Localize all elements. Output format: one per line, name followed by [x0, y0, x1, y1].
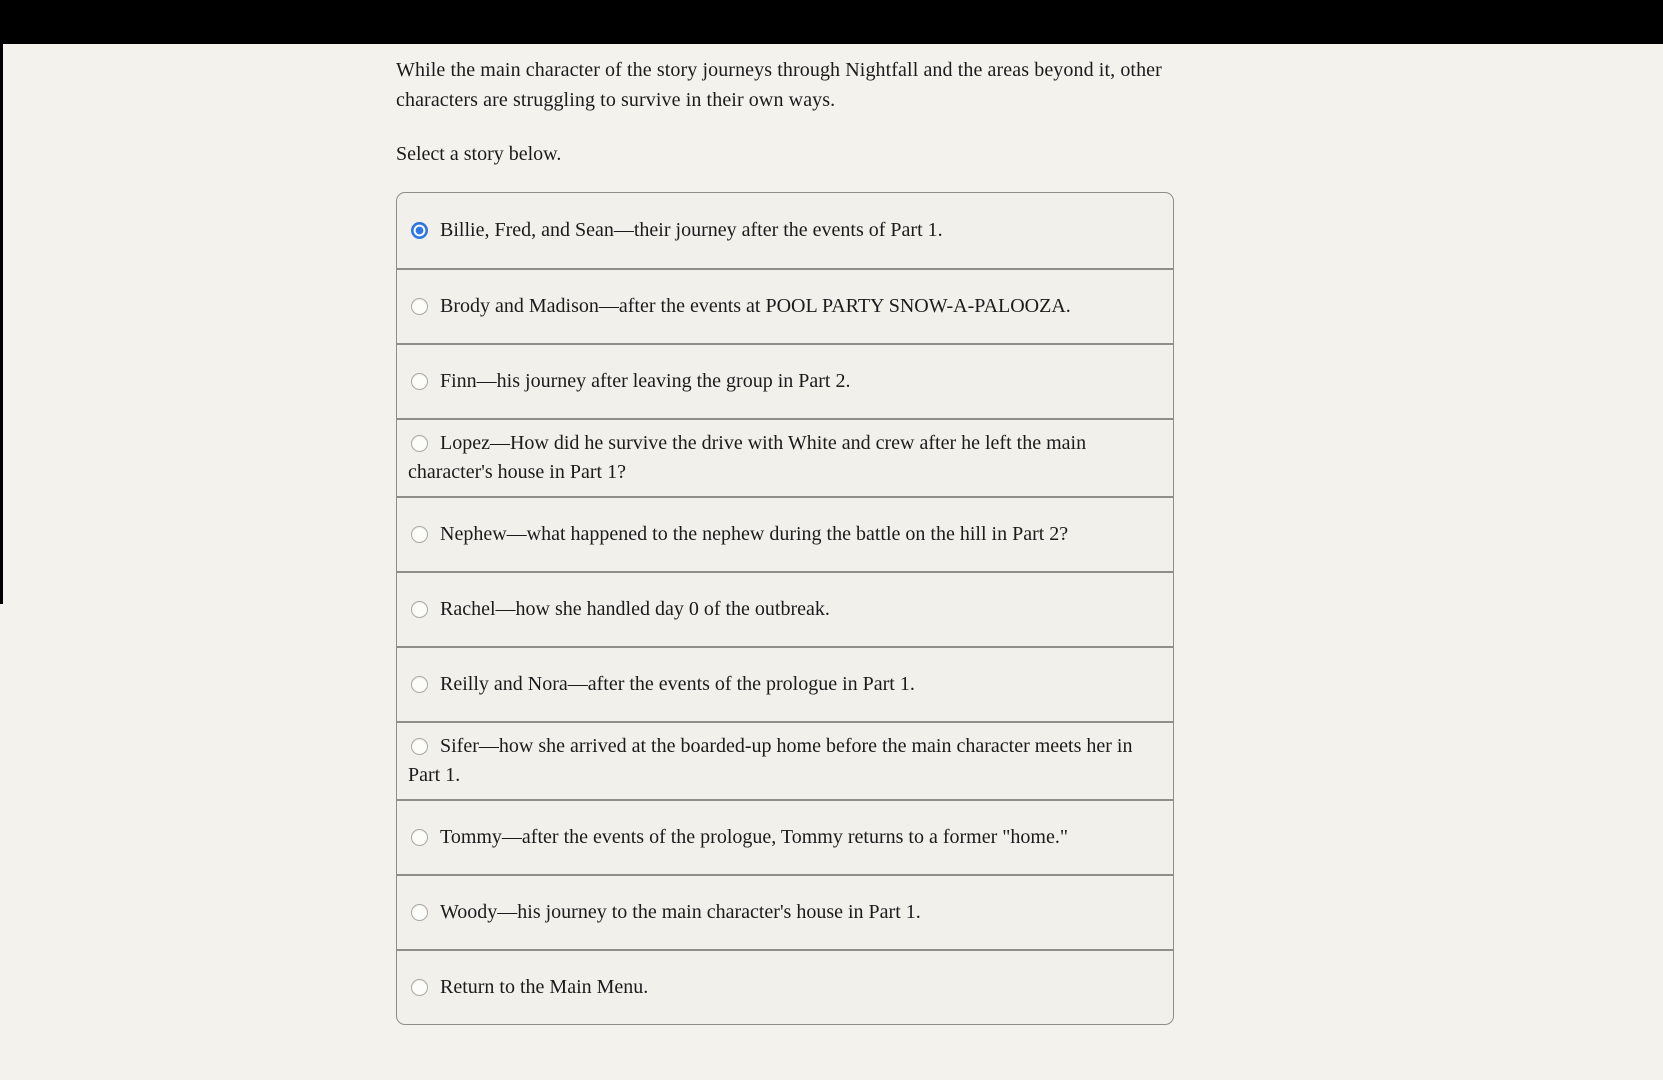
- radio-button[interactable]: [411, 222, 428, 239]
- radio-button[interactable]: [411, 738, 428, 755]
- top-bar: [0, 0, 1663, 44]
- radio-button[interactable]: [411, 904, 428, 921]
- option-label: Return to the Main Menu.: [440, 975, 649, 998]
- story-option-reilly-nora[interactable]: [397, 646, 1173, 721]
- radio-button[interactable]: [411, 298, 428, 315]
- story-select-page: [396, 56, 1174, 1025]
- option-label: Reilly and Nora—after the events of the prologue in Part 1.: [440, 672, 915, 695]
- option-label: Lopez—How did he survive the drive with White and crew after he left the main character's house in Part 1?: [408, 431, 1087, 483]
- radio-button[interactable]: [411, 435, 428, 452]
- option-label: Finn—his journey after leaving the group in Part 2.: [440, 369, 851, 392]
- option-label: Woody—his journey to the main character's house in Part 1.: [440, 900, 921, 923]
- option-label: Billie, Fred, and Sean—their journey after the events of Part 1.: [440, 218, 943, 241]
- story-option-return-main-menu[interactable]: [397, 949, 1173, 1024]
- radio-button[interactable]: [411, 676, 428, 693]
- option-label: Brody and Madison—after the events at POOL PARTY SNOW-A-PALOOZA.: [440, 294, 1071, 317]
- story-option-rachel[interactable]: [397, 571, 1173, 646]
- story-options-list: [396, 192, 1174, 1025]
- left-edge-strip: [0, 44, 3, 604]
- story-option-finn[interactable]: [397, 343, 1173, 418]
- option-label: Tommy—after the events of the prologue, Tommy returns to a former "home.": [440, 825, 1068, 848]
- story-option-tommy[interactable]: [397, 799, 1173, 874]
- radio-button[interactable]: [411, 526, 428, 543]
- story-option-woody[interactable]: [397, 874, 1173, 949]
- radio-button[interactable]: [411, 601, 428, 618]
- intro-paragraph: While the main character of the story journeys through Nightfall and the areas beyond it, other characters are struggling to survive in their own ways.: [396, 59, 1162, 111]
- story-option-lopez[interactable]: [397, 418, 1173, 496]
- radio-button[interactable]: [411, 373, 428, 390]
- option-label: Rachel—how she handled day 0 of the outbreak.: [440, 597, 830, 620]
- story-option-sifer[interactable]: [397, 721, 1173, 799]
- radio-button[interactable]: [411, 979, 428, 996]
- story-option-billie-fred-sean[interactable]: [397, 193, 1173, 268]
- select-story-prompt: Select a story below.: [396, 143, 562, 165]
- story-option-nephew[interactable]: [397, 496, 1173, 571]
- option-label: Nephew—what happened to the nephew during the battle on the hill in Part 2?: [440, 522, 1069, 545]
- story-option-brody-madison[interactable]: [397, 268, 1173, 343]
- radio-button[interactable]: [411, 829, 428, 846]
- option-label: Sifer—how she arrived at the boarded-up home before the main character meets her in Part 1.: [408, 734, 1133, 786]
